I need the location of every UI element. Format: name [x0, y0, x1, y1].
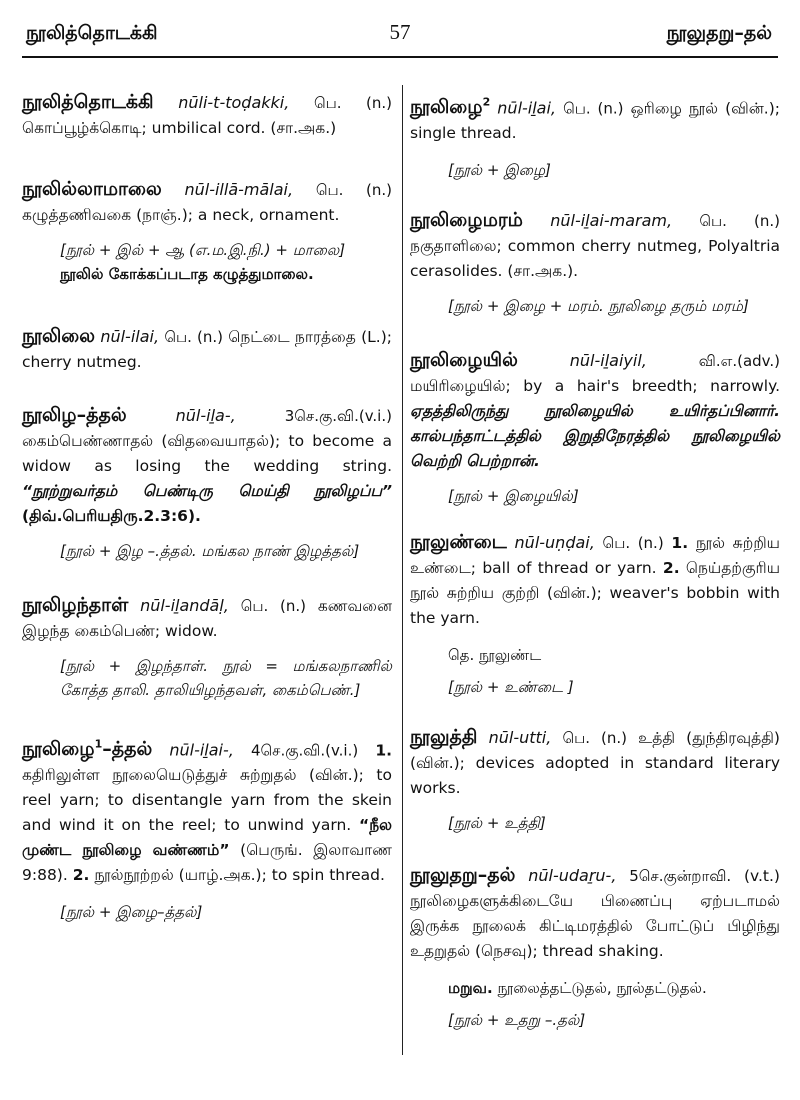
definition: கணவனை இழந்த கைம்பெண்; widow. [22, 597, 392, 640]
etymology: [நூல் + இழையில்] [448, 487, 579, 506]
headword: நூலுண்டை [410, 531, 507, 554]
homonym-number: 2 [482, 96, 491, 109]
transliteration: nūl-iḻai, [497, 98, 557, 118]
definition: நெட்டை நாரத்தை (L.); cherry nutmeg. [22, 328, 392, 371]
transliteration: nūl-utti, [488, 728, 552, 748]
transliteration: nūl-ilai, [100, 327, 160, 346]
sense-number: 2. [662, 559, 680, 578]
transliteration: nūl-iḻandāḷ, [140, 596, 229, 615]
entry-nulizhai2 [410, 90, 780, 182]
headword: நூலிழை$^1$–த்தல் [22, 738, 153, 761]
quotation: “நீல முண்ட நூலிழை வண்ணம்” [22, 816, 392, 860]
part-of-speech: 4செ.கு.வி.(v.i.) [250, 741, 359, 760]
entry-nulizhai1-ttal [22, 732, 392, 924]
headword: நூலிழையில் [410, 349, 518, 372]
entry-nulizhandal [22, 593, 392, 702]
headword: நூலுதறு–தல் [410, 864, 516, 887]
transliteration: nūl-udaṟu-, [528, 866, 617, 886]
sense-number: 2. [72, 866, 90, 885]
page-header [22, 6, 778, 58]
page-number: 57 [389, 20, 411, 44]
cognate: தெ. நூலுண்ட [448, 646, 542, 665]
headword: நூலிழைமரம் [410, 209, 523, 232]
synonym-list: நூலைத்தட்டுதல், நூல்தட்டுதல். [497, 979, 707, 998]
sense-1: நூல் சுற்றிய உண்டை; ball of thread or yarn. [410, 534, 780, 578]
transliteration: nūl-illā-mālai, [184, 180, 294, 199]
quotation: “நூற்றுவர்தம் பெண்டிரு மெய்தி நூலிழப்ப” [22, 482, 392, 500]
quotation-source: (திவ்.பெரியதிரு.2.3:6). [22, 507, 201, 525]
header-last-word: நூலுதறு–தல் [666, 22, 772, 44]
entry-nulittodakki [22, 90, 392, 141]
definition: உத்தி (துந்திரவுத்தி) (வின்.); devices adopted in standard literary works. [410, 729, 780, 798]
entry-nulutti [410, 725, 780, 835]
headword: நூலிழை$^2$ [410, 96, 491, 119]
entry-nulillamalai [22, 177, 392, 286]
etymology: [நூல் + இழ –.த்தல். மங்கல நாண் இழத்தல்] [60, 542, 360, 560]
etymology: [நூல் + உத்தி] [448, 814, 546, 833]
etymology: [நூல் + உண்டை ] [448, 678, 574, 697]
part-of-speech: 5செ.குன்றாவி. [629, 867, 732, 886]
transliteration: nūl-iḻai-maram, [550, 211, 673, 231]
part-of-speech: பெ. (n.) [240, 597, 306, 615]
entry-nuludarutal [410, 863, 780, 1032]
etymology: [நூல் + இழை–த்தல்] [60, 903, 203, 922]
column-divider [402, 85, 403, 1055]
right-column [410, 90, 780, 1032]
headword: நூலிலை [22, 325, 96, 347]
part-of-speech: பெ. (n.) [313, 94, 392, 112]
headword: நூலுத்தி [410, 726, 478, 749]
homonym-number: 1 [94, 738, 103, 751]
part-of-speech: பெ. (n.) [562, 729, 628, 748]
entry-nulilai [22, 324, 392, 375]
entry-nulizhattal [22, 403, 392, 563]
left-column [22, 90, 392, 924]
etymology: [நூல் + இல் + ஆ (எ.ம.இ.நி.) + மாலை] [60, 241, 346, 259]
part-of-speech: பெ. (n.) [699, 212, 780, 231]
transliteration: nūl-iḻaiyil, [569, 351, 647, 371]
part-of-speech: பெ. (n.) [602, 534, 664, 553]
definition: கைம்பெண்ணாதல் (விதவையாதல்); to become a widow as losing the wedding string. [22, 432, 392, 475]
headword: நூலிழந்தாள் [22, 594, 129, 616]
synonyms [448, 976, 780, 1000]
transliteration: nūl-iḻa-, [175, 406, 236, 425]
definition: கொப்பூழ்க்கொடி; umbilical cord. (சா.அக.) [22, 119, 337, 137]
sense-number: 1. [671, 534, 689, 553]
etymology: [நூல் + இழை] [448, 161, 551, 180]
entry-nulizhaimaram [410, 208, 780, 318]
quotation-source: (பெருங். இலாவாண 9:88). [22, 841, 392, 885]
transliteration: nūl-iḻai-, [169, 740, 234, 760]
sense-2: நெய்தற்குரிய நூல் சுற்றிய குற்றி (வின்.); weaver's bobbin with the yarn. [410, 559, 780, 628]
etymology: [நூல் + இழை + மரம். நூலிழை தரும் மரம்] [448, 297, 749, 316]
sense-number: 1. [375, 741, 392, 760]
definition: மயிரிழையில்; by a hair's breedth; narrowly. [410, 377, 780, 396]
definition: ஒரிழை நூல் (வின்.); single thread. [410, 99, 780, 143]
headword: நூலிழ–த்தல் [22, 404, 127, 426]
header-first-word: நூலித்தொடக்கி [26, 22, 158, 44]
part-of-speech: வி.எ.(adv.) [698, 352, 780, 371]
entry-nulundai [410, 530, 780, 699]
definition: (v.t.) நூலிழைகளுக்கிடையே பிணைப்பு ஏற்படாமல் இருக்க நூலைக் கிட்டிமரத்தில் போட்டுப் பிழிந்து உதறுதல் (நெசவு); thread shaking. [410, 867, 780, 961]
etymology: [நூல் + உதறு –.தல்] [448, 1011, 586, 1030]
definition: கழுத்தணிவகை (நாஞ்.); a neck, ornament. [22, 206, 340, 224]
note: நூலில் கோக்கப்படாத கழுத்துமாலை. [60, 265, 314, 283]
part-of-speech: 3செ.கு.வி.(v.i.) [284, 407, 392, 425]
definition: நகுதாளிலை; common cherry nutmeg, Polyaltria cerasolides. (சா.அக.). [410, 237, 780, 281]
headword: நூலித்தொடக்கி [22, 91, 154, 113]
part-of-speech: பெ. (n.) [164, 328, 224, 346]
synonym-label: மறுவ. [448, 979, 493, 998]
headword: நூலில்லாமாலை [22, 178, 162, 200]
part-of-speech: பெ. (n.) [315, 181, 392, 199]
usage-example: ஏதத்திலிருந்து நூலிழையில் உயிர்தப்பினார். கால்பந்தாட்டத்தில் இறுதிநேரத்தில் நூலிழையில் வெற்றி பெற்றான். [410, 402, 780, 471]
sense-2: நூல்நூற்றல் (யாழ்.அக.); to spin thread. [94, 866, 385, 885]
entry-nulizhaiyil [410, 348, 780, 508]
transliteration: nūl-uṇḍai, [514, 533, 595, 553]
etymology: [நூல் + இழந்தாள். நூல் = மங்கலநாணில் கோத்த தாலி. தாலியிழந்தவள், கைம்பெண்.] [60, 657, 392, 699]
part-of-speech: பெ. (n.) [563, 99, 624, 118]
transliteration: nūli-t-toḍakki, [178, 93, 290, 112]
sense-1: கதிரிலுள்ள நூலையெடுத்துச் சுற்றுதல் (வின்.); to reel yarn; to disentangle yarn from the skein and wind it on the reel; to unwind yarn. [22, 766, 392, 835]
